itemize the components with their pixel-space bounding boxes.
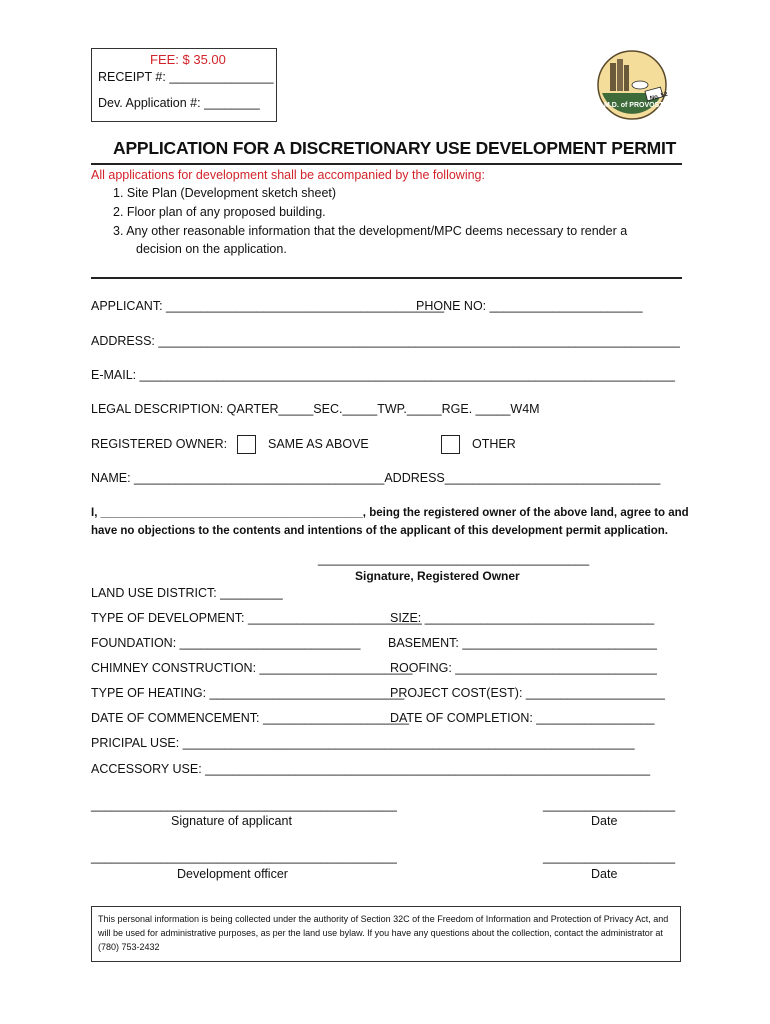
phone-field[interactable]: PHONE NO: ______________________ xyxy=(416,299,643,313)
address-field[interactable]: ADDRESS: ___________________________________________________________________________ xyxy=(91,334,680,348)
other-label: OTHER xyxy=(472,437,516,451)
chimney-field[interactable]: CHIMNEY CONSTRUCTION: ______________________ xyxy=(91,661,413,675)
project-cost-field[interactable]: PROJECT COST(EST): ____________________ xyxy=(390,686,665,700)
title-divider xyxy=(91,163,682,165)
type-development-field[interactable]: TYPE OF DEVELOPMENT: _________________________ xyxy=(91,611,422,625)
foundation-field[interactable]: FOUNDATION: __________________________ xyxy=(91,636,361,650)
requirements-intro: All applications for development shall be accompanied by the following: xyxy=(91,168,485,182)
fee-box xyxy=(91,48,277,122)
applicant-signature-label: Signature of applicant xyxy=(171,814,292,828)
section-divider xyxy=(91,277,682,279)
requirement-item: 1. Site Plan (Development sketch sheet) xyxy=(113,186,337,200)
requirement-item: decision on the application. xyxy=(136,242,287,256)
officer-signature-line[interactable]: ____________________________________________ xyxy=(91,850,397,864)
receipt-field[interactable]: RECEIPT #: _______________ xyxy=(98,70,274,84)
same-as-above-label: SAME AS ABOVE xyxy=(268,437,369,451)
fee-label: FEE: $ 35.00 xyxy=(150,52,226,67)
basement-field[interactable]: BASEMENT: ____________________________ xyxy=(388,636,657,650)
applicant-date-label: Date xyxy=(591,814,618,828)
page-title: APPLICATION FOR A DISCRETIONARY USE DEVELOPMENT PERMIT xyxy=(113,138,677,158)
roofing-field[interactable]: ROOFING: _____________________________ xyxy=(390,661,657,675)
principal-use-field[interactable]: PRICIPAL USE: _________________________________________________________________ xyxy=(91,736,635,750)
commencement-field[interactable]: DATE OF COMMENCEMENT: _____________________ xyxy=(91,711,409,725)
land-use-field[interactable]: LAND USE DISTRICT: _________ xyxy=(91,586,283,600)
officer-date-line[interactable]: ___________________ xyxy=(543,850,676,864)
dev-application-field[interactable]: Dev. Application #: ________ xyxy=(98,96,260,110)
officer-signature-label: Development officer xyxy=(177,867,288,881)
completion-field[interactable]: DATE OF COMPLETION: _________________ xyxy=(390,711,655,725)
declaration-line-1: I, _________________________________________, being the registered owner of the above land, agree to and xyxy=(91,507,689,519)
email-field[interactable]: E-MAIL: _____________________________________________________________________________ xyxy=(91,368,675,382)
logo-number: No. 52 xyxy=(649,91,668,103)
owner-name-address-field[interactable]: NAME: ____________________________________ADDRESS_______________________________ xyxy=(91,471,661,485)
declaration-line-2: have no objections to the contents and intentions of the applicant of this development permit application. xyxy=(91,525,668,537)
registered-owner-label: REGISTERED OWNER: xyxy=(91,437,228,451)
logo-text: M.D. of PROVOST xyxy=(604,102,664,109)
requirement-item: 3. Any other reasonable information that the development/MPC deems necessary to render a xyxy=(113,224,628,238)
officer-date-label: Date xyxy=(591,867,618,881)
same-as-above-checkbox[interactable] xyxy=(237,435,256,454)
applicant-signature-line[interactable]: ____________________________________________ xyxy=(91,798,397,812)
size-field[interactable]: SIZE: _________________________________ xyxy=(390,611,655,625)
accessory-use-field[interactable]: ACCESSORY USE: ________________________________________________________________ xyxy=(91,762,651,776)
requirement-item: 2. Floor plan of any proposed building. xyxy=(113,205,326,219)
applicant-field[interactable]: APPLICANT: ________________________________________ xyxy=(91,299,445,313)
applicant-date-line[interactable]: ___________________ xyxy=(543,798,676,812)
privacy-notice: This personal information is being collected under the authority of Section 32C of the Freedom of Information and Protection of Privacy Act, and will be used for administrative purposes, as per the land use bylaw. If you have any questions about the collection, contact the administrator at (780) 753-2432 xyxy=(91,906,681,962)
owner-signature-label: Signature, Registered Owner xyxy=(355,569,520,583)
heating-field[interactable]: TYPE OF HEATING: ____________________________ xyxy=(91,686,405,700)
owner-signature-line[interactable]: _______________________________________ xyxy=(318,552,590,566)
other-checkbox[interactable] xyxy=(441,435,460,454)
legal-description-field[interactable]: LEGAL DESCRIPTION: QARTER_____SEC._____TWP._____RGE. _____W4M xyxy=(91,402,540,416)
municipality-logo xyxy=(596,45,668,125)
